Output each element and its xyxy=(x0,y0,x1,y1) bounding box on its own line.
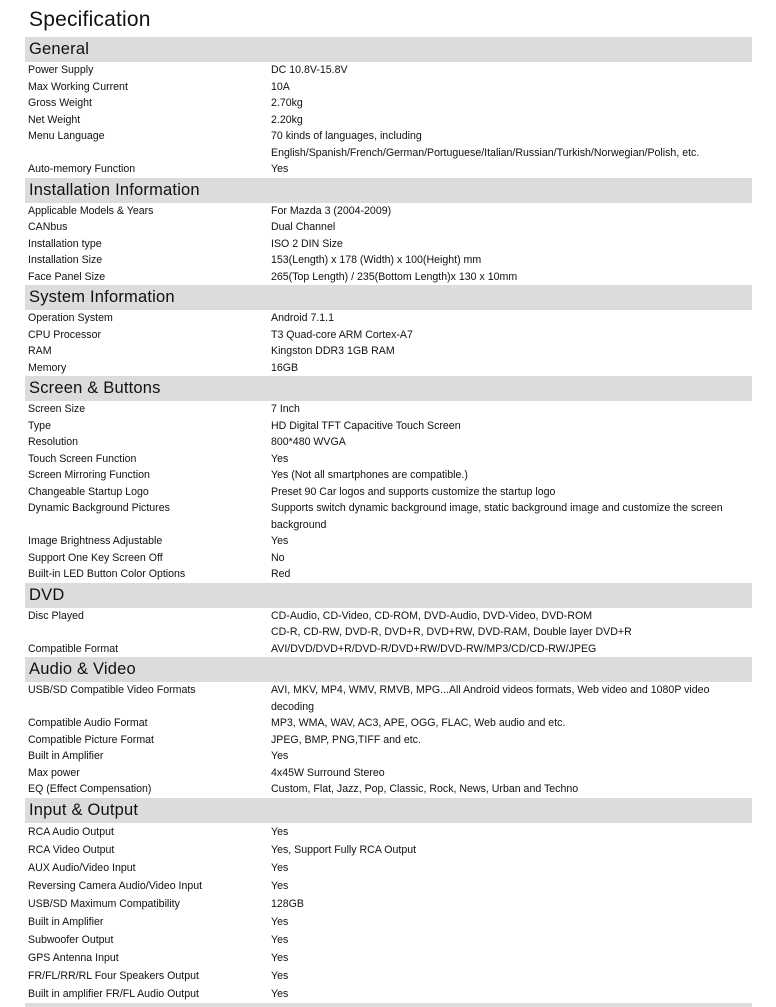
spec-row xyxy=(25,641,752,658)
spec-value xyxy=(271,252,752,269)
spec-label: Gross Weight xyxy=(28,97,92,109)
spec-label: Type xyxy=(28,419,51,432)
spec-value-line: Yes (Not all smartphones are compatible.) xyxy=(271,469,468,481)
spec-value-line: HD Digital TFT Capacitive Touch Screen xyxy=(271,419,461,432)
spec-value xyxy=(271,682,752,715)
spec-value xyxy=(271,95,752,112)
spec-value-line: Yes xyxy=(271,969,289,982)
spec-value xyxy=(271,895,752,913)
spec-label: AUX Audio/Video Input xyxy=(28,861,136,874)
spec-label: Applicable Models & Years xyxy=(28,204,154,217)
spec-row xyxy=(25,484,752,501)
spec-value-line: Yes, Support Fully RCA Output xyxy=(271,843,417,856)
spec-value xyxy=(271,608,752,641)
spec-row xyxy=(25,949,752,967)
spec-value xyxy=(271,128,752,161)
spec-label: Built in amplifier FR/FL Audio Output xyxy=(28,987,199,1000)
spec-value-line: 800*480 WVGA xyxy=(271,436,346,448)
section-header: Screen & Buttons xyxy=(25,376,752,401)
spec-value-line: AVI/DVD/DVD+R/DVD-R/DVD+RW/DVD-RW/MP3/CD/CD-RW/JPEG xyxy=(271,642,597,655)
spec-row xyxy=(25,219,752,236)
spec-row xyxy=(25,79,752,96)
spec-value xyxy=(271,269,752,286)
spec-value-line: English/Spanish/French/German/Portuguese/Italian/Russian/Turkish/Norwegian/Polish, etc. xyxy=(271,146,700,159)
spec-value xyxy=(271,877,752,895)
spec-value-line: 70 kinds of languages, including xyxy=(271,130,422,142)
spec-value-line: 153(Length) x 178 (Width) x 100(Height) mm xyxy=(271,254,482,266)
page-title: Specification xyxy=(29,8,151,31)
spec-value-line: Yes xyxy=(271,987,289,1000)
spec-row xyxy=(25,859,752,877)
spec-row xyxy=(25,252,752,269)
spec-row xyxy=(25,62,752,79)
spec-row xyxy=(25,877,752,895)
spec-label: Max power xyxy=(28,766,80,779)
spec-label: GPS Antenna Input xyxy=(28,951,119,964)
spec-value xyxy=(271,550,752,567)
spec-value xyxy=(271,360,752,377)
spec-label: Changeable Startup Logo xyxy=(28,485,149,498)
spec-value xyxy=(271,161,752,178)
spec-value-line: Yes xyxy=(271,879,289,892)
spec-value xyxy=(271,79,752,96)
spec-value xyxy=(271,203,752,220)
spec-label: RCA Video Output xyxy=(28,843,115,856)
spec-row xyxy=(25,418,752,435)
spec-row xyxy=(25,269,752,286)
spec-value xyxy=(271,219,752,236)
spec-value-line: No xyxy=(271,551,285,564)
spec-value-line: 7 Inch xyxy=(271,403,300,415)
spec-row xyxy=(25,608,752,641)
spec-row xyxy=(25,203,752,220)
spec-label: Auto-memory Function xyxy=(28,163,136,175)
spec-label: Reversing Camera Audio/Video Input xyxy=(28,879,203,892)
spec-value xyxy=(271,434,752,451)
spec-value xyxy=(271,310,752,327)
spec-row xyxy=(25,550,752,567)
spec-row xyxy=(25,823,752,841)
spec-label: EQ (Effect Compensation) xyxy=(28,783,152,795)
spec-value-line: CD-R, CD-RW, DVD-R, DVD+R, DVD+RW, DVD-RAM, Double layer DVD+R xyxy=(271,626,632,638)
spec-label: Image Brightness Adjustable xyxy=(28,535,163,547)
spec-label: CANbus xyxy=(28,221,68,233)
spec-value-line: JPEG, BMP, PNG,TIFF and etc. xyxy=(271,733,421,746)
spec-label: Built in Amplifier xyxy=(28,750,104,762)
spec-value-line: Yes xyxy=(271,915,289,928)
spec-value xyxy=(271,781,752,798)
spec-row xyxy=(25,967,752,985)
spec-row xyxy=(25,765,752,782)
spec-row xyxy=(25,533,752,550)
spec-row xyxy=(25,895,752,913)
spec-row xyxy=(25,236,752,253)
spec-label: Operation System xyxy=(28,312,113,324)
spec-value-line: background xyxy=(271,518,327,531)
spec-row xyxy=(25,748,752,765)
spec-label: RCA Audio Output xyxy=(28,825,114,838)
spec-value xyxy=(271,451,752,468)
spec-row xyxy=(25,913,752,931)
spec-value xyxy=(271,732,752,749)
spec-label: Installation type xyxy=(28,237,102,250)
spec-value-line: 10A xyxy=(271,80,290,93)
spec-value-line: For Mazda 3 (2004-2009) xyxy=(271,204,392,217)
spec-label: Power Supply xyxy=(28,64,94,76)
spec-value-line: decoding xyxy=(271,700,315,713)
spec-value xyxy=(271,748,752,765)
spec-value-line: Android 7.1.1 xyxy=(271,312,335,324)
section-header: General xyxy=(25,37,752,62)
spec-value-line: ISO 2 DIN Size xyxy=(271,237,343,250)
spec-label: USB/SD Maximum Compatibility xyxy=(28,897,180,910)
spec-label: Screen Mirroring Function xyxy=(28,469,150,481)
spec-row xyxy=(25,360,752,377)
spec-value xyxy=(271,327,752,344)
spec-row xyxy=(25,343,752,360)
spec-row xyxy=(25,401,752,418)
section-header: DVD xyxy=(25,583,752,608)
spec-value xyxy=(271,401,752,418)
spec-value xyxy=(271,343,752,360)
spec-label: Memory xyxy=(28,361,67,374)
spec-row xyxy=(25,841,752,859)
spec-row xyxy=(25,327,752,344)
spec-value xyxy=(271,467,752,484)
spec-label: Installation Size xyxy=(28,254,103,266)
spec-value xyxy=(271,236,752,253)
spec-label: Built in Amplifier xyxy=(28,915,104,928)
section-header: Audio & Video xyxy=(25,657,752,682)
spec-value xyxy=(271,418,752,435)
spec-label: Disc Played xyxy=(28,609,84,622)
spec-value-line: Yes xyxy=(271,452,289,465)
spec-row xyxy=(25,732,752,749)
spec-label: RAM xyxy=(28,345,52,357)
spec-value-line: T3 Quad-core ARM Cortex-A7 xyxy=(271,328,413,341)
spec-value xyxy=(271,841,752,859)
spec-value-line: 2.20kg xyxy=(271,113,303,126)
spec-value xyxy=(271,484,752,501)
spec-value xyxy=(271,823,752,841)
spec-value-line: 2.70kg xyxy=(271,97,303,109)
spec-value-line: DC 10.8V-15.8V xyxy=(271,64,348,76)
spec-row xyxy=(25,112,752,129)
spec-value-line: AVI, MKV, MP4, WMV, RMVB, MPG...All Android videos formats, Web video and 1080P video xyxy=(271,684,710,696)
spec-value xyxy=(271,949,752,967)
spec-row xyxy=(25,715,752,732)
spec-value-line: Yes xyxy=(271,750,289,762)
spec-label: USB/SD Compatible Video Formats xyxy=(28,684,196,696)
spec-label: Resolution xyxy=(28,436,79,448)
spec-row xyxy=(25,310,752,327)
spec-label: Net Weight xyxy=(28,113,81,126)
spec-value-line: Yes xyxy=(271,951,289,964)
spec-label: Menu Language xyxy=(28,130,105,142)
spec-value xyxy=(271,931,752,949)
spec-value-line: Yes xyxy=(271,163,289,175)
spec-label: Max Working Current xyxy=(28,80,128,93)
spec-row xyxy=(25,566,752,583)
spec-label: Subwoofer Output xyxy=(28,933,114,946)
spec-value-line: Kingston DDR3 1GB RAM xyxy=(271,345,395,357)
spec-label: Compatible Format xyxy=(28,642,119,655)
spec-value-line: Red xyxy=(271,568,291,580)
spec-label: Support One Key Screen Off xyxy=(28,551,163,564)
section-header: Input & Output xyxy=(25,798,752,823)
spec-value xyxy=(271,112,752,129)
spec-value-line: 4x45W Surround Stereo xyxy=(271,766,385,779)
spec-row xyxy=(25,931,752,949)
spec-row xyxy=(25,682,752,715)
spec-value xyxy=(271,913,752,931)
section-header: System Information xyxy=(25,285,752,310)
spec-label: FR/FL/RR/RL Four Speakers Output xyxy=(28,969,199,982)
spec-label: Touch Screen Function xyxy=(28,452,137,465)
spec-value xyxy=(271,566,752,583)
spec-value-line: Yes xyxy=(271,535,289,547)
spec-row xyxy=(25,781,752,798)
spec-row xyxy=(25,128,752,161)
spec-value-line: Dual Channel xyxy=(271,221,336,233)
spec-row xyxy=(25,95,752,112)
spec-row xyxy=(25,500,752,533)
spec-value-line: MP3, WMA, WAV, AC3, APE, OGG, FLAC, Web audio and etc. xyxy=(271,717,566,729)
spec-value-line: Yes xyxy=(271,933,289,946)
spec-value-line: Yes xyxy=(271,825,289,838)
spec-label: Dynamic Background Pictures xyxy=(28,502,170,514)
spec-value-line: 16GB xyxy=(271,361,299,374)
spec-label: Built-in LED Button Color Options xyxy=(28,568,186,580)
spec-value xyxy=(271,533,752,550)
spec-value xyxy=(271,641,752,658)
spec-row xyxy=(25,467,752,484)
spec-row xyxy=(25,434,752,451)
section-header: Installation Information xyxy=(25,178,752,203)
spec-label: Screen Size xyxy=(28,403,86,415)
spec-value-line: Yes xyxy=(271,861,289,874)
spec-value-line: Supports switch dynamic background image, static background image and customize the screen xyxy=(271,502,723,514)
spec-value-line: Preset 90 Car logos and supports customize the startup logo xyxy=(271,485,556,498)
spec-value xyxy=(271,967,752,985)
spec-value xyxy=(271,500,752,533)
spec-value-line: 128GB xyxy=(271,897,304,910)
spec-label: Compatible Audio Format xyxy=(28,717,148,729)
spec-value xyxy=(271,715,752,732)
spec-label: Compatible Picture Format xyxy=(28,733,154,746)
spec-value-line: CD-Audio, CD-Video, CD-ROM, DVD-Audio, DVD-Video, DVD-ROM xyxy=(271,609,593,622)
spec-table xyxy=(25,37,752,1007)
spec-label: Face Panel Size xyxy=(28,270,106,283)
spec-row xyxy=(25,161,752,178)
section-header-partial xyxy=(25,1003,752,1007)
spec-value xyxy=(271,62,752,79)
spec-value-line: Custom, Flat, Jazz, Pop, Classic, Rock, News, Urban and Techno xyxy=(271,783,579,795)
spec-value-line: 265(Top Length) / 235(Bottom Length)x 130 x 10mm xyxy=(271,270,518,283)
spec-label: CPU Processor xyxy=(28,328,101,341)
spec-row xyxy=(25,451,752,468)
spec-value xyxy=(271,859,752,877)
spec-value xyxy=(271,765,752,782)
